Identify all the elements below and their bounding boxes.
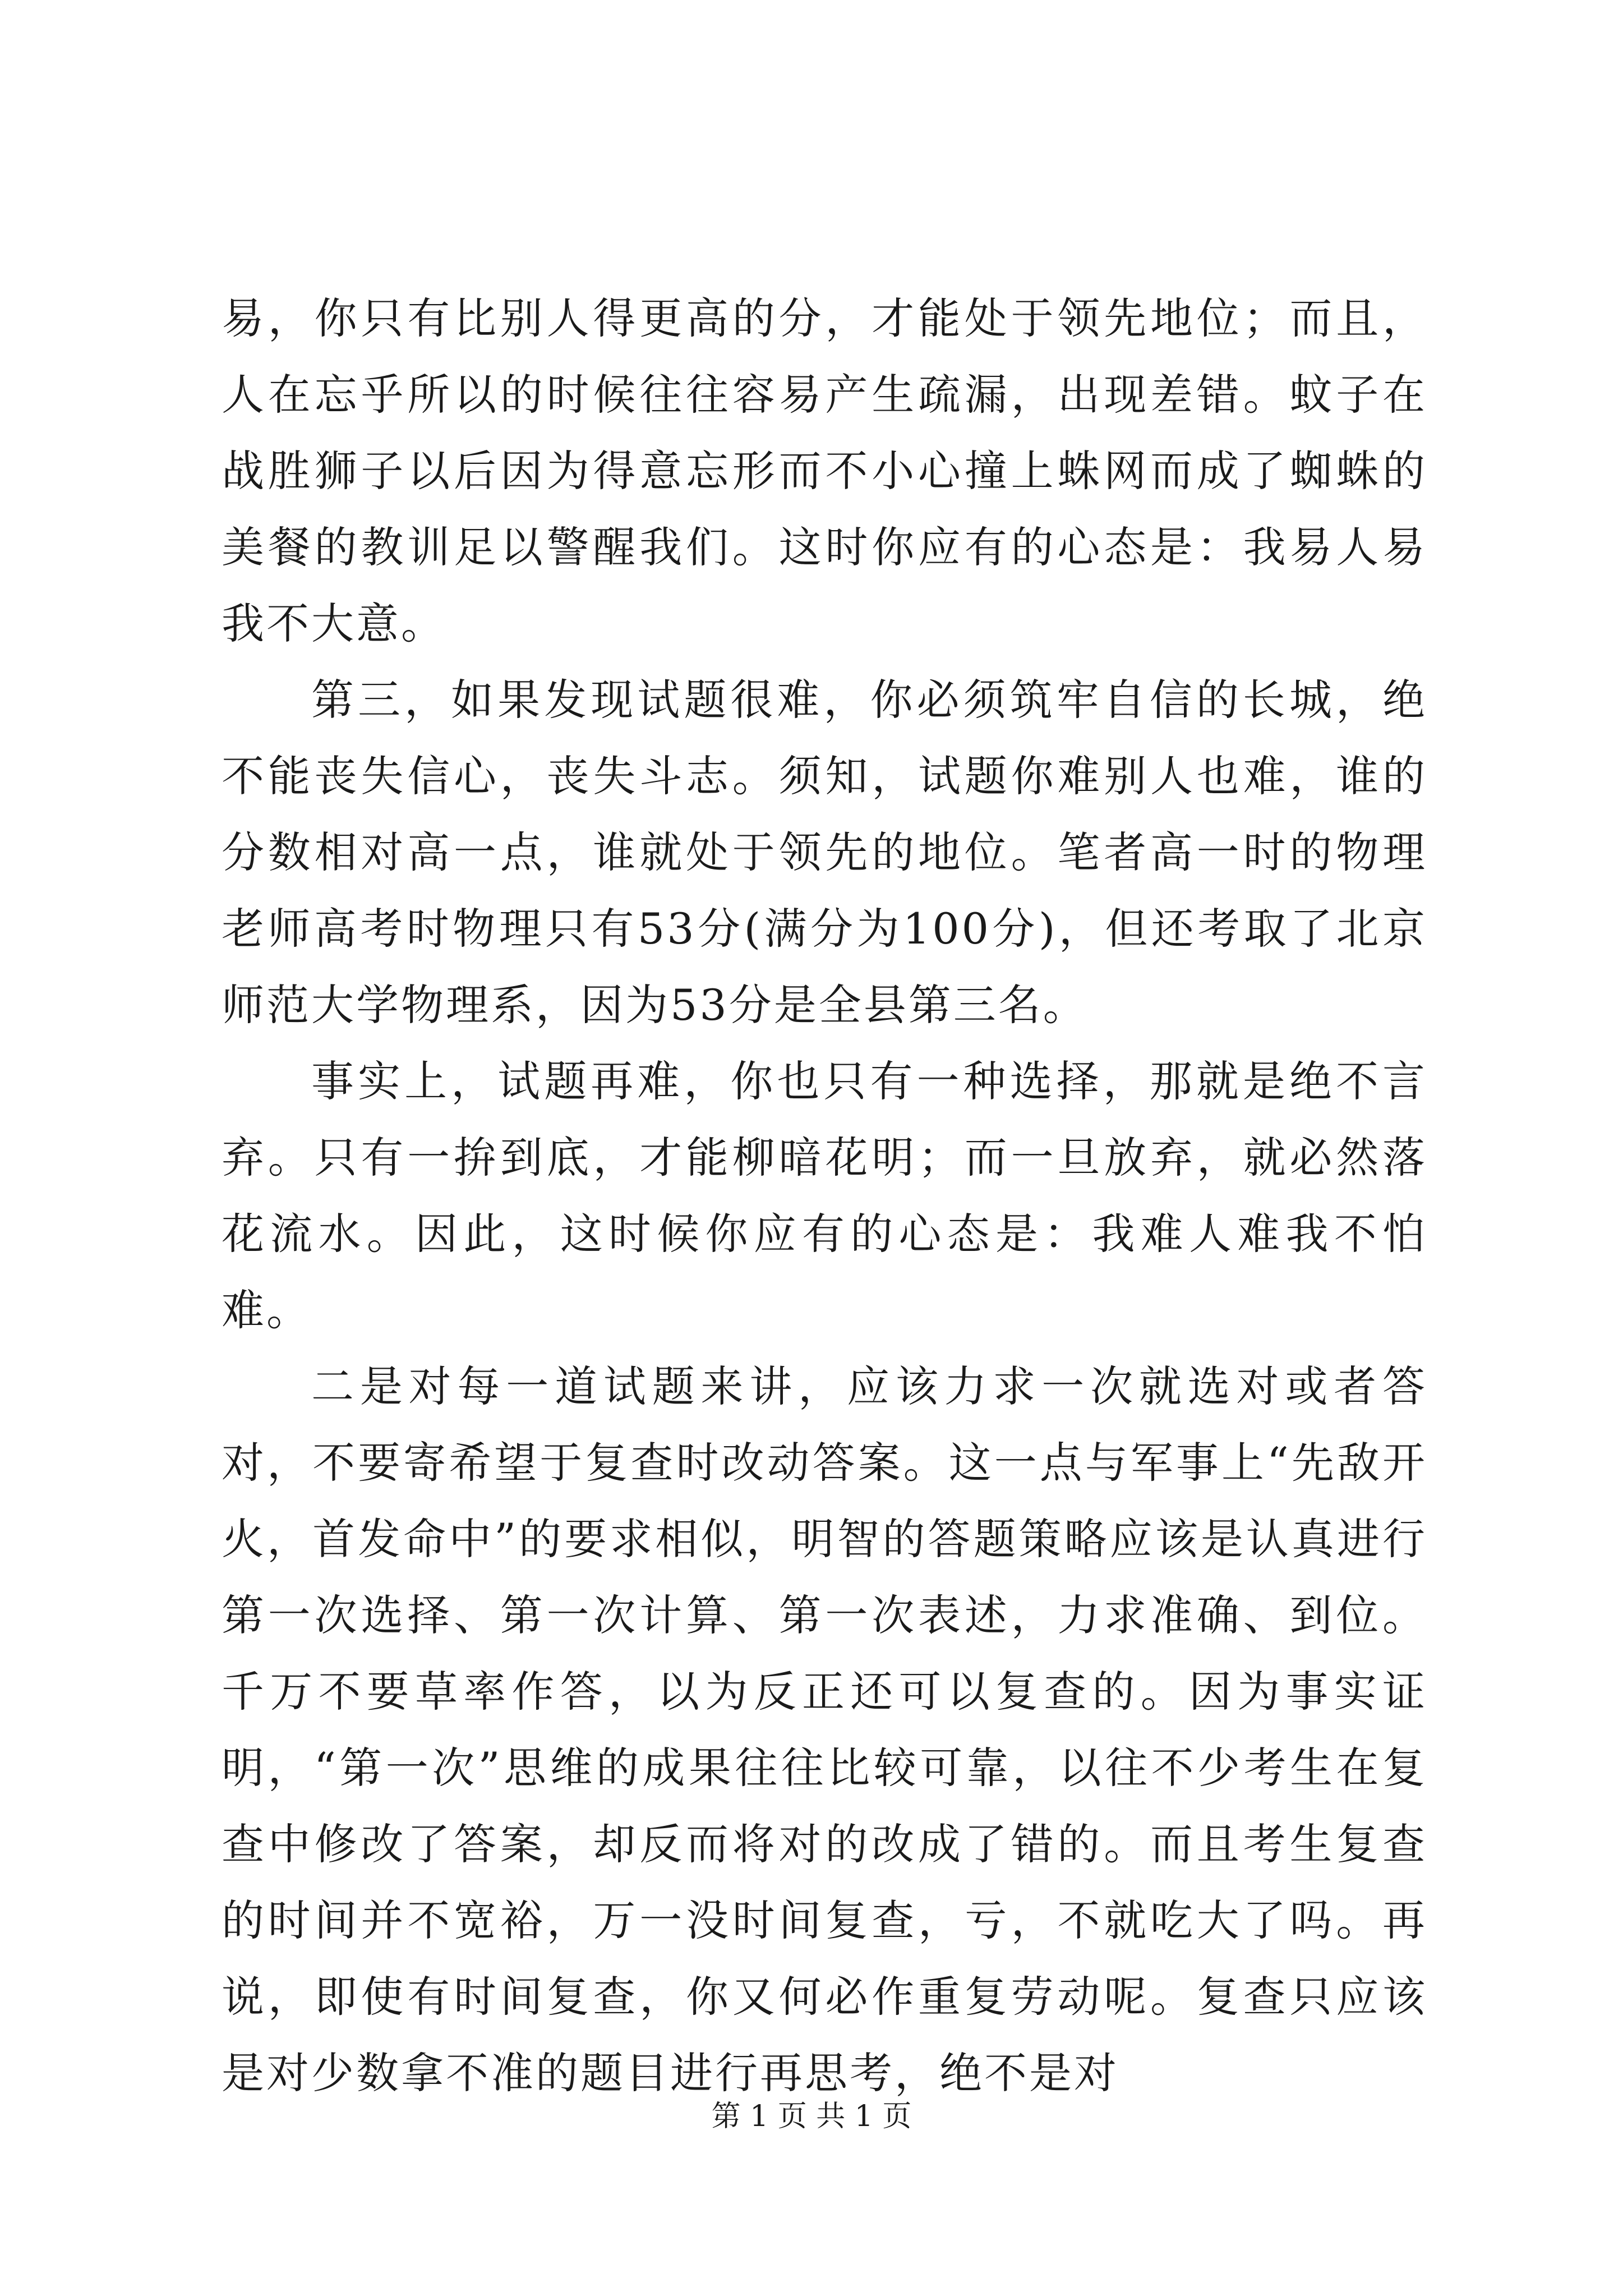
document-body — [222, 280, 1427, 2111]
paragraph-3: 事实上，试题再难，你也只有一种选择，那就是绝不言弃。只有一拚到底，才能柳暗花明；而一旦放弃，就必然落花流水。因此，这时候你应有的心态是：我难人难我不怕难。 — [222, 1056, 1427, 1335]
paragraph-4: 二是对每一道试题来讲，应该力求一次就选对或者答对，不要寄希望于复查时改动答案。这一点与军事上“先敌开火，首发命中”的要求相似，明智的答题策略应该是认真进行第一次选择、第一次计算、第一次表述，力求准确、到位。千万不要草率作答，以为反正还可以复查的。因为事实证明，“第一次”思维的成果往往比较可靠，以往不少考生在复查中修改了答案，却反而将对的改成了错的。而且考生复查的时间并不宽裕，万一没时间复查，亏，不就吃大了吗。再说，即使有时间复查，你又何必作重复劳动呢。复查只应该是对少数拿不准的题目进行再思考，绝不是对 — [222, 1361, 1427, 2098]
page-footer: 第 1 页 共 1 页 — [711, 2100, 912, 2133]
paragraph-1: 易，你只有比别人得更高的分，才能处于领先地位；而且，人在忘乎所以的时候往往容易产生疏漏，出现差错。蚊子在战胜狮子以后因为得意忘形而不小心撞上蛛网而成了蜘蛛的美餐的教训足以警醒我们。这时你应有的心态是：我易人易我不大意。 — [222, 293, 1427, 648]
paragraph-2: 第三，如果发现试题很难，你必须筑牢自信的长城，绝不能丧失信心，丧失斗志。须知，试题你难别人也难，谁的分数相对高一点，谁就处于领先的地位。笔者高一时的物理老师高考时物理只有53分(满分为100分)，但还考取了北京师范大学物理系，因为53分是全县第三名。 — [222, 675, 1427, 1030]
